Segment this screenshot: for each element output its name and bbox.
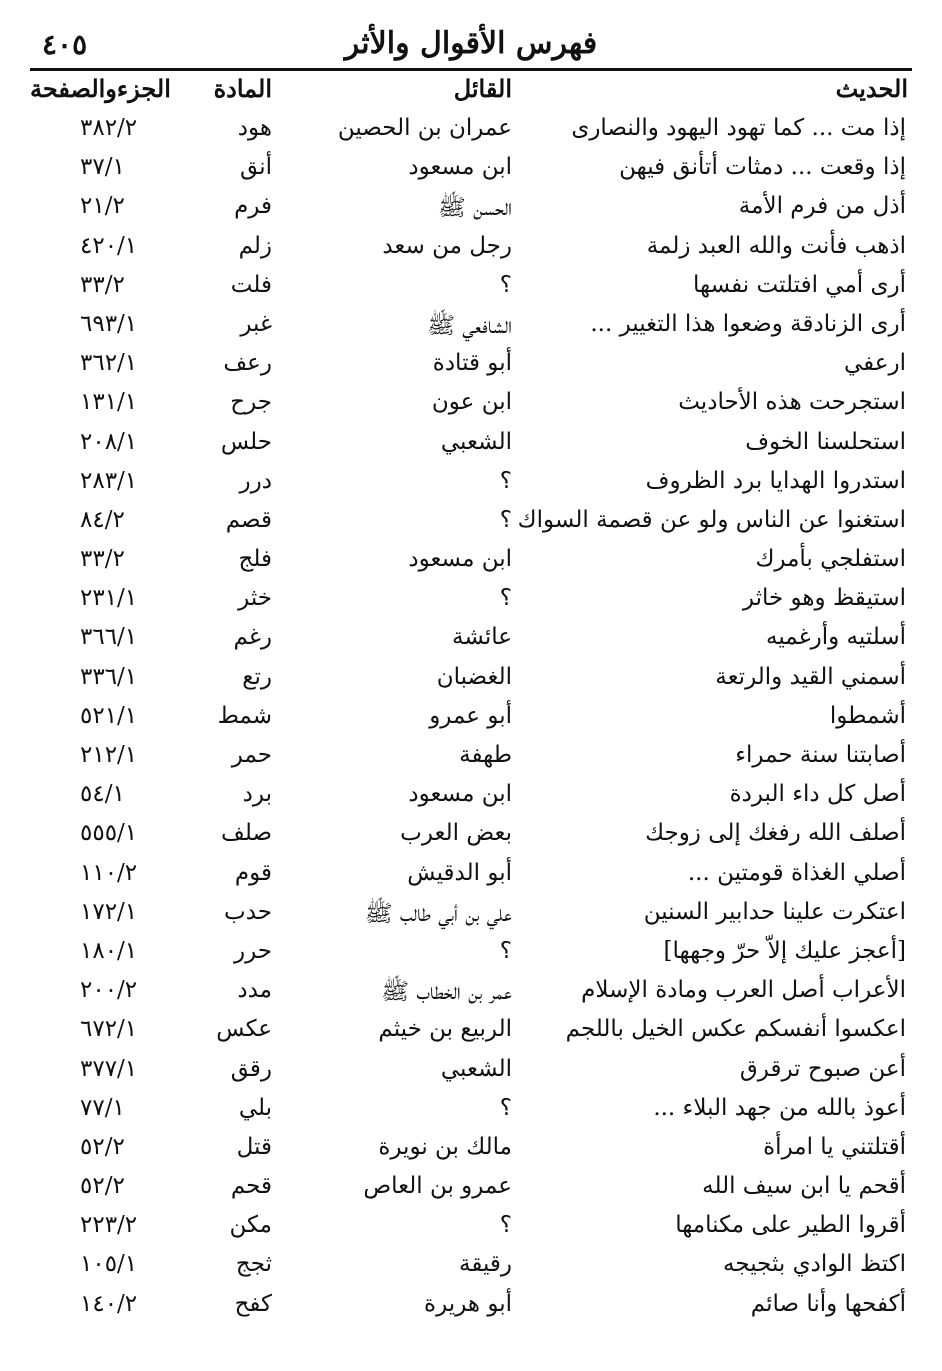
hadith-cell: اعتكرت علينا حدابير السنين (643, 898, 906, 925)
ref-cell: ٣٣٦/١ (80, 663, 138, 690)
material-cell: حرر (233, 937, 272, 964)
speaker-cell: ابن مسعود (408, 781, 512, 808)
speaker-cell: عائشة (452, 624, 512, 651)
speaker-cell: ؟ (499, 467, 512, 494)
ref-cell: ١١٠/٢ (80, 859, 138, 886)
ref-cell: ٣٧/١ (80, 154, 125, 181)
material-cell: رتع (242, 663, 272, 690)
speaker-cell: ؟ (499, 585, 512, 612)
speaker-cell: عمر بن الخطاب ﷺ (381, 979, 512, 1006)
material-cell: خثر (238, 585, 272, 612)
speaker-cell: رقيقة (458, 1251, 512, 1278)
ref-cell: ٣٦٦/١ (80, 624, 138, 651)
ref-cell: ٢١٢/١ (80, 742, 138, 768)
ref-cell: ٣٣/٢ (80, 271, 125, 298)
speaker-cell: أبو هريرة (424, 1290, 512, 1317)
ref-cell: ٤٢٠/١ (80, 232, 138, 259)
page-title: فهرس الأقوال والأثر (344, 26, 598, 61)
ref-cell: ٢٢٣/٢ (80, 1212, 138, 1239)
ref-cell: ٢٠٠/٢ (80, 977, 138, 1004)
hadith-cell: إذا مت ... كما تهود اليهود والنصارى (571, 115, 906, 141)
speaker-cell: ؟ (499, 1094, 512, 1121)
ref-cell: ٢٣١/١ (80, 585, 138, 612)
ref-cell: ٣٧٧/١ (80, 1055, 138, 1082)
hadith-cell: أرى أمي افتلتت نفسها (693, 271, 906, 298)
column-header-ref: الجزءوالصفحة (30, 74, 171, 103)
speaker-cell: رجل من سعد (382, 232, 512, 259)
table-row (30, 269, 912, 308)
hadith-cell: [أعجز عليك إلاّ حرّ وجهها] (663, 937, 906, 964)
table-row (30, 1131, 912, 1170)
table-row (30, 935, 912, 974)
hadith-cell: أصابتنا سنة حمراء (735, 742, 906, 768)
table-row (30, 661, 912, 700)
material-cell: زلم (238, 232, 272, 259)
speaker-cell: بعض العرب (400, 820, 512, 847)
speaker-cell: ؟ (499, 271, 512, 298)
ref-cell: ٥٢/٢ (80, 1133, 125, 1160)
table-row (30, 857, 912, 896)
hadith-cell: أعن صبوح ترقرق (739, 1055, 906, 1082)
speaker-cell: الغضبان (436, 663, 512, 690)
material-cell: حلس (220, 428, 272, 455)
table-row (30, 347, 912, 386)
page-header (30, 22, 912, 66)
hadith-cell: أذل من فرم الأمة (738, 193, 906, 220)
table-row (30, 386, 912, 425)
hadith-cell: أسمني القيد والرتعة (715, 663, 906, 690)
ref-cell: ٥٢١/١ (80, 702, 138, 729)
speaker-cell: ابن عون (431, 389, 512, 416)
column-header-speaker: القائل (453, 74, 512, 103)
hadith-cell: أقحم يا ابن سيف الله (702, 1173, 906, 1200)
speaker-cell: أبو قتادة (432, 350, 512, 377)
table-row (30, 700, 912, 739)
hadith-cell: استغنوا عن الناس ولو عن قصمة السواك (517, 506, 906, 533)
speaker-cell: ابن مسعود (408, 546, 512, 573)
material-cell: شمط (217, 702, 272, 729)
hadith-cell: أسلتيه وأرغميه (766, 624, 906, 651)
hadith-cell: ارعفي (843, 350, 906, 377)
material-cell: فلج (238, 546, 272, 573)
ref-cell: ١٠٥/١ (80, 1251, 138, 1278)
speaker-cell: ؟ (499, 937, 512, 964)
ref-cell: ٨٤/٢ (80, 506, 125, 533)
ref-cell: ٢٨٣/١ (80, 467, 138, 494)
material-cell: قوم (234, 859, 272, 886)
ref-cell: ١٤٠/٢ (80, 1290, 138, 1317)
ref-cell: ٥٤/١ (80, 781, 125, 808)
speaker-cell: الشافعي ﷺ (427, 312, 512, 339)
material-cell: مدد (237, 977, 272, 1004)
speaker-cell: الربيع بن خيثم (378, 1016, 512, 1043)
speaker-cell: طهفة (459, 742, 512, 768)
table-row (30, 1053, 912, 1092)
hadith-cell: استحلسنا الخوف (745, 428, 906, 455)
table-row (30, 817, 912, 856)
ref-cell: ٢٠٨/١ (80, 428, 138, 455)
speaker-cell: أبو الدقيش (407, 859, 512, 886)
hadith-cell: اعكسوا أنفسكم عكس الخيل باللجم (565, 1016, 906, 1043)
header-rule (30, 68, 912, 71)
speaker-cell: ؟ (499, 506, 512, 533)
hadith-cell: استدروا الهدايا برد الظروف (645, 467, 906, 494)
speaker-cell: علي بن أبي طالب ﷺ (364, 900, 512, 927)
hadith-cell: إذا وقعت ... دمثات أتأنق فيهن (619, 154, 906, 181)
table-row (30, 1092, 912, 1131)
table-row (30, 1248, 912, 1287)
table-row (30, 739, 912, 778)
table-row (30, 426, 912, 465)
hadith-cell: استفلجي بأمرك (755, 546, 906, 573)
material-cell: ثجج (235, 1251, 272, 1278)
material-cell: رقق (230, 1055, 272, 1082)
material-cell: حدب (224, 898, 272, 925)
hadith-cell: أعوذ بالله من جهد البلاء ... (653, 1094, 906, 1121)
hadith-cell: أصلي الغذاة قومتين ... (687, 859, 906, 886)
material-cell: رغم (233, 624, 272, 651)
speaker-cell: عمران بن الحصين (337, 115, 512, 141)
speaker-cell: ؟ (499, 1212, 512, 1239)
material-cell: فلت (230, 271, 272, 298)
table-row (30, 230, 912, 269)
hadith-cell: اذهب فأنت والله العبد زلمة (646, 232, 906, 259)
ref-cell: ١٨٠/١ (80, 937, 138, 964)
speaker-cell: مالك بن نويرة (378, 1133, 512, 1160)
table-row (30, 1288, 912, 1327)
hadith-cell: أقروا الطير على مكنامها (675, 1212, 906, 1239)
speaker-cell: ابن مسعود (408, 154, 512, 181)
table-row (30, 465, 912, 504)
ref-cell: ٦٧٢/١ (80, 1016, 138, 1043)
table-row (30, 543, 912, 582)
material-cell: أنق (240, 154, 272, 181)
ref-cell: ٣٦٢/١ (80, 350, 138, 377)
material-cell: صلف (221, 820, 272, 847)
page-number: ٤٠٥ (42, 28, 88, 61)
hadith-cell: استجرحت هذه الأحاديث (678, 389, 906, 416)
table-row (30, 1170, 912, 1209)
speaker-cell: الشعبي (440, 428, 512, 455)
column-header-hadith: الحديث (835, 74, 908, 103)
table-row (30, 1013, 912, 1052)
table-row (30, 112, 912, 151)
material-cell: قحم (230, 1173, 272, 1200)
material-cell: هود (237, 115, 272, 141)
ref-cell: ٥٥٥/١ (80, 820, 138, 847)
table-row (30, 621, 912, 660)
hadith-cell: اكتظ الوادي بثجيجه (723, 1251, 906, 1278)
speaker-cell: عمرو بن العاص (363, 1173, 512, 1200)
ref-cell: ٦٩٣/١ (80, 310, 138, 337)
table-row (30, 896, 912, 935)
index-table (30, 112, 912, 1327)
material-cell: برد (242, 781, 272, 808)
material-cell: حمر (231, 742, 272, 768)
hadith-cell: أقتلتني يا امرأة (763, 1133, 906, 1160)
table-row (30, 778, 912, 817)
ref-cell: ٢١/٢ (80, 193, 125, 220)
material-cell: جرح (230, 389, 272, 416)
table-row (30, 1209, 912, 1248)
material-cell: مكن (229, 1212, 272, 1239)
ref-cell: ١٣١/١ (80, 389, 138, 416)
material-cell: قصم (225, 506, 272, 533)
table-row (30, 308, 912, 347)
ref-cell: ٣٣/٢ (80, 546, 125, 573)
material-cell: فرم (234, 193, 272, 220)
table-row (30, 504, 912, 543)
material-cell: قتل (236, 1133, 272, 1160)
speaker-cell: الشعبي (440, 1055, 512, 1082)
hadith-cell: استيقظ وهو خاثر (742, 585, 906, 612)
hadith-cell: أرى الزنادقة وضعوا هذا التغيير ... (590, 310, 906, 337)
hadith-cell: أصل كل داء البردة (729, 781, 906, 808)
speaker-cell: الحسن ﷺ (438, 195, 512, 222)
table-row (30, 151, 912, 190)
hadith-cell: أصلف الله رفغك إلى زوجك (645, 820, 906, 847)
hadith-cell: أشمطوا (829, 702, 906, 729)
hadith-cell: الأعراب أصل العرب ومادة الإسلام (581, 977, 906, 1004)
table-row (30, 582, 912, 621)
material-cell: غبر (240, 310, 272, 337)
material-cell: بلي (238, 1094, 272, 1121)
column-header-material: المادة (213, 74, 272, 103)
column-headers (30, 72, 912, 112)
hadith-cell: أكفحها وأنا صائم (750, 1290, 906, 1317)
speaker-cell: أبو عمرو (429, 702, 512, 729)
ref-cell: ٥٢/٢ (80, 1173, 125, 1200)
material-cell: درر (239, 467, 272, 494)
table-row (30, 974, 912, 1013)
material-cell: كفح (234, 1290, 272, 1317)
material-cell: رعف (223, 350, 272, 377)
ref-cell: ١٧٢/١ (80, 898, 138, 925)
ref-cell: ٣٨٢/٢ (80, 115, 138, 141)
ref-cell: ٧٧/١ (80, 1094, 125, 1121)
table-row (30, 190, 912, 229)
material-cell: عكس (216, 1016, 272, 1043)
